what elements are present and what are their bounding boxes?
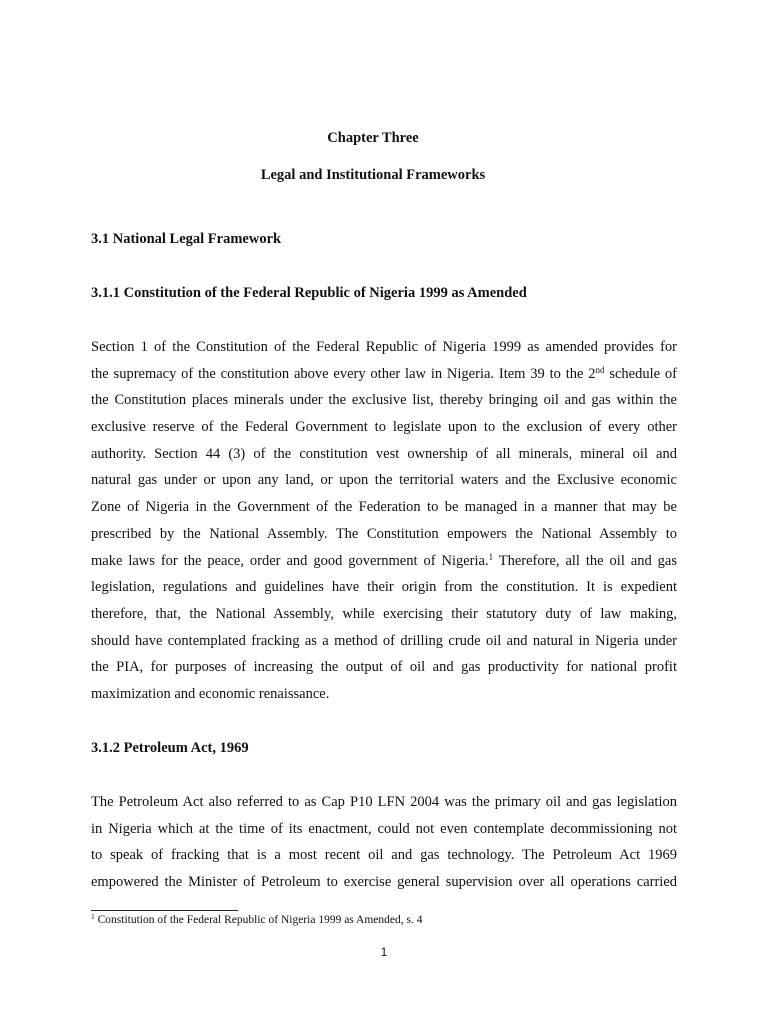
paragraph-line: should have contemplated fracking as a method of drilling crude oil and natural in Nigeria under [91, 632, 677, 649]
chapter-title: Chapter Three [327, 130, 419, 146]
paragraph-line: legislation, regulations and guidelines have their origin from the constitution. It is expedient [91, 579, 677, 596]
footnote-marker: 1 [91, 912, 95, 921]
paragraph-line: to speak of fracking that is a most recent oil and gas technology. The Petroleum Act 1969 [91, 847, 677, 864]
paragraph-line: prescribed by the National Assembly. The Constitution empowers the National Assembly to [91, 525, 677, 542]
paragraph-line: in Nigeria which at the time of its enactment, could not even contemplate decommissioning not [91, 820, 677, 837]
section-heading-3-1-1: 3.1.1 Constitution of the Federal Republic of Nigeria 1999 as Amended [91, 285, 527, 301]
paragraph-line: therefore, that, the National Assembly, while exercising their statutory duty of law making, [91, 605, 677, 622]
paragraph-line: empowered the Minister of Petroleum to exercise general supervision over all operations carried [91, 874, 677, 891]
paragraph-line: the supremacy of the constitution above every other law in Nigeria. Item 39 to the 2nd schedule of [91, 364, 677, 382]
paragraph-line: the PIA, for purposes of increasing the output of oil and gas productivity for national profit [91, 659, 677, 676]
footnote-reference[interactable]: 1 [488, 551, 494, 562]
section-heading-3-1: 3.1 National Legal Framework [91, 231, 282, 247]
page-number: 1 [380, 945, 388, 959]
chapter-subtitle: Legal and Institutional Frameworks [260, 167, 486, 183]
paragraph-line: the Constitution places minerals under the exclusive list, thereby bringing oil and gas within the [91, 392, 677, 409]
paragraph-line: Section 1 of the Constitution of the Federal Republic of Nigeria 1999 as amended provides for [91, 339, 677, 355]
paragraph-line: natural gas under or upon any land, or upon the territorial waters and the Exclusive economic [91, 472, 677, 489]
paragraph-line: The Petroleum Act also referred to as Cap P10 LFN 2004 was the primary oil and gas legislation [91, 794, 677, 810]
paragraph-constitution [91, 334, 677, 708]
footnote-text: Constitution of the Federal Republic of Nigeria 1999 as Amended, s. 4 [94, 914, 423, 926]
paragraph-petroleum-act [91, 789, 677, 896]
paragraph-line: Zone of Nigeria in the Government of the Federation to be managed in a manner that may be [91, 499, 677, 516]
paragraph-line: maximization and economic renaissance. [91, 685, 330, 702]
footnote-divider [91, 910, 238, 911]
footnote [91, 914, 422, 926]
superscript-ordinal: nd [595, 364, 605, 375]
section-heading-3-1-2: 3.1.2 Petroleum Act, 1969 [91, 740, 249, 756]
paragraph-line: exclusive reserve of the Federal Government to legislate upon to the exclusion of every other [91, 419, 677, 436]
paragraph-line: make laws for the peace, order and good government of Nigeria.$^1$ Therefore, all the oil and gas [91, 551, 678, 569]
paragraph-line: authority. Section 44 (3) of the constitution vest ownership of all minerals, mineral oil and [91, 445, 677, 462]
